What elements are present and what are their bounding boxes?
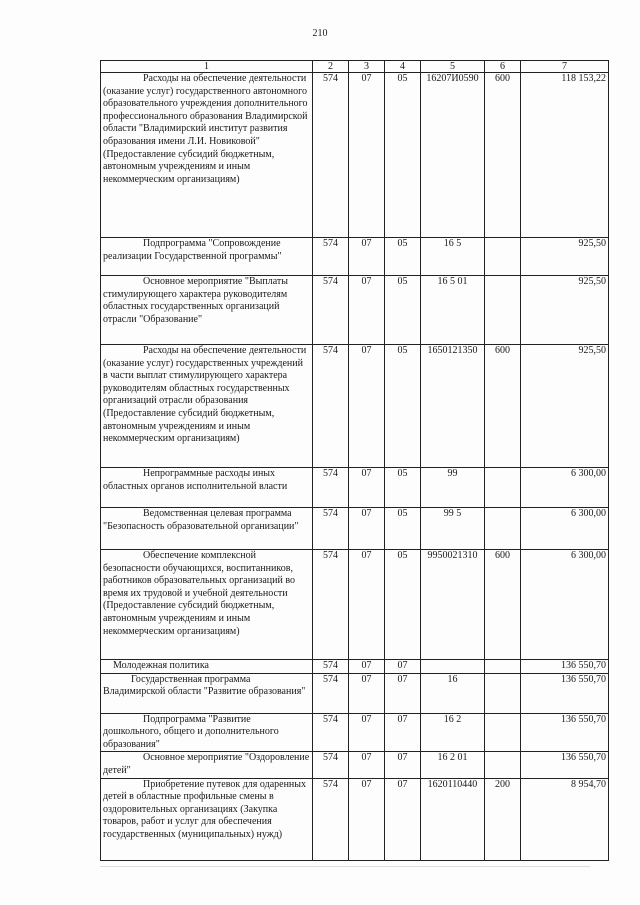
target-article-code: 9950021310: [421, 550, 485, 660]
section-code: 07: [349, 752, 385, 778]
column-header: 4: [385, 61, 421, 73]
target-article-code: [421, 660, 485, 674]
subsection-code: 05: [385, 508, 421, 550]
table-row: [101, 468, 609, 508]
table-row: [101, 550, 609, 660]
subsection-code: 07: [385, 778, 421, 860]
table-header-row: [101, 61, 609, 73]
amount: 925,50: [521, 276, 609, 345]
ministry-code: 574: [313, 673, 349, 713]
section-code: 07: [349, 660, 385, 674]
target-article-code: 1620110440: [421, 778, 485, 860]
expense-name: Подпрограмма "Сопровождение реализации Государственной программы": [103, 238, 282, 262]
target-article-code: 99: [421, 468, 485, 508]
expense-type-code: 600: [485, 550, 521, 660]
expense-type-code: [485, 508, 521, 550]
subsection-code: 05: [385, 468, 421, 508]
amount: 136 550,70: [521, 673, 609, 713]
expense-name: Основное мероприятие "Оздоровление детей": [103, 752, 310, 776]
table-row: [101, 508, 609, 550]
section-code: 07: [349, 778, 385, 860]
expense-type-code: [485, 660, 521, 674]
section-code: 07: [349, 713, 385, 752]
amount: 6 300,00: [521, 508, 609, 550]
column-header: 1: [101, 61, 313, 73]
section-code: 07: [349, 508, 385, 550]
expense-type-code: [485, 238, 521, 276]
column-header: 3: [349, 61, 385, 73]
section-code: 07: [349, 468, 385, 508]
ministry-code: 574: [313, 508, 349, 550]
target-article-code: 1650121350: [421, 345, 485, 468]
expense-name: Расходы на обеспечение деятельности (оказание услуг) государственного автономного образовательного учреждения дополнительного профессионального образования Владимирской области "Владимирский институт развития образования имени Л.И. Новиковой" (Предоставление субсидий бюджетным, автономным учреждениям и иным некоммерческим организациям): [103, 73, 308, 185]
expense-type-code: 600: [485, 345, 521, 468]
column-header: 2: [313, 61, 349, 73]
expense-name: Государственная программа Владимирской области "Развитие образования": [103, 673, 306, 698]
amount: 136 550,70: [521, 752, 609, 778]
ministry-code: 574: [313, 345, 349, 468]
amount: 925,50: [521, 345, 609, 468]
expense-name: Ведомственная целевая программа "Безопасность образовательной организации": [103, 508, 299, 532]
expense-type-code: [485, 713, 521, 752]
target-article-code: 99 5: [421, 508, 485, 550]
expense-type-code: [485, 752, 521, 778]
amount: 136 550,70: [521, 713, 609, 752]
table-row: [101, 752, 609, 778]
column-header: 6: [485, 61, 521, 73]
section-code: 07: [349, 345, 385, 468]
page-number: 210: [312, 28, 328, 39]
section-code: 07: [349, 673, 385, 713]
ministry-code: 574: [313, 468, 349, 508]
amount: 6 300,00: [521, 468, 609, 508]
subsection-code: 05: [385, 276, 421, 345]
ministry-code: 574: [313, 73, 349, 238]
budget-table: [100, 60, 609, 861]
ministry-code: 574: [313, 660, 349, 674]
target-article-code: 16: [421, 673, 485, 713]
ministry-code: 574: [313, 550, 349, 660]
subsection-code: 05: [385, 550, 421, 660]
amount: 6 300,00: [521, 550, 609, 660]
section-code: 07: [349, 238, 385, 276]
column-header: 7: [521, 61, 609, 73]
subsection-code: 07: [385, 752, 421, 778]
expense-name: Основное мероприятие "Выплаты стимулирующего характера руководителям областных государственных организаций отрасли "Образование": [103, 276, 288, 325]
table-row: [101, 778, 609, 860]
expense-name: Молодежная политика: [113, 660, 209, 671]
expense-type-code: 600: [485, 73, 521, 238]
expense-type-code: [485, 468, 521, 508]
subsection-code: 05: [385, 345, 421, 468]
section-code: 07: [349, 276, 385, 345]
expense-name: Приобретение путевок для одаренных детей в областные профильные смены в оздоровительных организациях (Закупка товаров, работ и услуг для обеспечения государственных (муниципальных) нужд): [103, 778, 306, 840]
amount: 925,50: [521, 238, 609, 276]
subsection-code: 07: [385, 713, 421, 752]
table-row: [101, 345, 609, 468]
scan-edge-line: [100, 866, 590, 867]
expense-type-code: [485, 276, 521, 345]
column-header: 5: [421, 61, 485, 73]
target-article-code: 16 5 01: [421, 276, 485, 345]
target-article-code: 16 2 01: [421, 752, 485, 778]
subsection-code: 07: [385, 660, 421, 674]
subsection-code: 05: [385, 73, 421, 238]
table-row: [101, 673, 609, 713]
expense-name: Обеспечение комплексной безопасности обучающихся, воспитанников, работников образовательных организаций во время их трудовой и учебной деятельности (Предоставление субсидий бюджетным, автономным учреждениям и иным некоммерческим организациям): [103, 550, 295, 637]
subsection-code: 05: [385, 238, 421, 276]
expense-type-code: [485, 673, 521, 713]
subsection-code: 07: [385, 673, 421, 713]
amount: 8 954,70: [521, 778, 609, 860]
table-row: [101, 713, 609, 752]
table-row: [101, 73, 609, 238]
table-row: [101, 660, 609, 674]
ministry-code: 574: [313, 238, 349, 276]
expense-type-code: 200: [485, 778, 521, 860]
ministry-code: 574: [313, 276, 349, 345]
ministry-code: 574: [313, 778, 349, 860]
section-code: 07: [349, 550, 385, 660]
table-row: [101, 238, 609, 276]
target-article-code: 16 5: [421, 238, 485, 276]
target-article-code: 16207И0590: [421, 73, 485, 238]
ministry-code: 574: [313, 713, 349, 752]
target-article-code: 16 2: [421, 713, 485, 752]
expense-name: Непрограммные расходы иных областных органов исполнительной власти: [103, 468, 288, 492]
amount: 136 550,70: [521, 660, 609, 674]
table-row: [101, 276, 609, 345]
expense-name: Расходы на обеспечение деятельности (оказание услуг) государственных учреждений в части выплат стимулирующего характера руководителям областных государственных организаций отрасли образования (Предоставление субсидий бюджетным, автономным учреждениям и иным некоммерческим организациям): [103, 345, 307, 445]
amount: 118 153,22: [521, 73, 609, 238]
ministry-code: 574: [313, 752, 349, 778]
expense-name: Подпрограмма "Развитие дошкольного, общего и дополнительного образования": [103, 713, 279, 750]
section-code: 07: [349, 73, 385, 238]
